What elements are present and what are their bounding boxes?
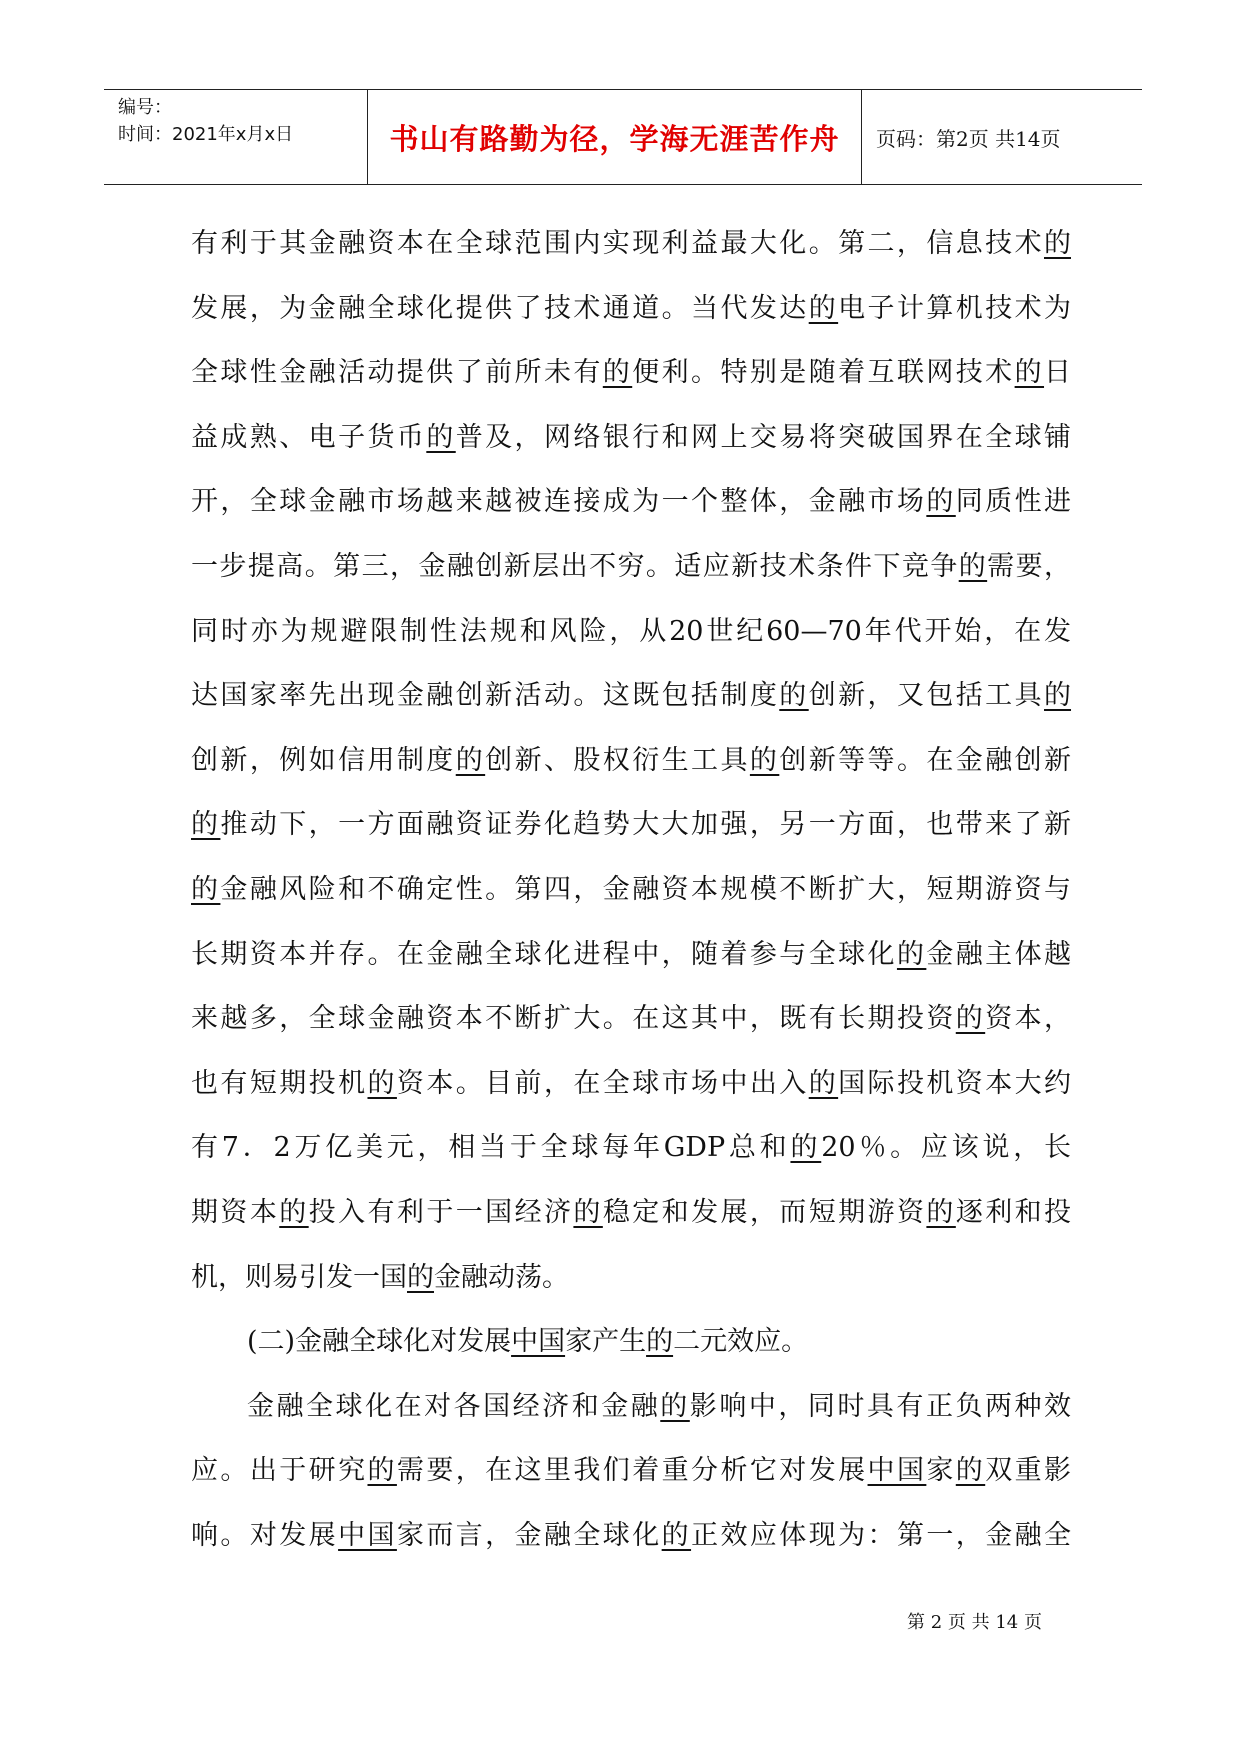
text-run: 影响中，同时具有正负两种效 [689,1390,1072,1422]
text-run: (二)金融全球化对发展 [247,1326,512,1358]
text-line [191,664,1071,729]
underlined-text: 的 [808,292,839,324]
text-line [191,1181,1071,1246]
text-line [191,1439,1071,1504]
text-run: 达国家率先出现金融创新活动。这既包括制度 [191,680,780,712]
text-run: 需要，在这里我们着重分析它对发展 [396,1455,868,1487]
text-run: 机，则易引发一国 [191,1261,407,1293]
text-run: 家产生 [565,1326,647,1358]
text-run: 开，全球金融市场越来越被连接成为一个整体，金融市场 [191,486,927,518]
text-run: 日 [1044,357,1072,389]
text-run: 创新，又包括工具 [808,680,1045,712]
text-run: 推动下，一方面融资证券化趋势大大加强，另一方面，也带来了新 [220,809,1072,841]
motto-text: 书山有路勤为径，学海无涯苦作舟 [389,121,840,156]
text-run: 需要， [987,550,1072,582]
text-run: 创新，例如信用制度 [191,744,456,776]
text-run: 资本。目前，在全球市场中出入 [396,1067,809,1099]
text-line [191,600,1071,665]
text-line [191,1375,1071,1440]
text-run: 来越多，全球金融资本不断扩大。在这其中，既有长期投资 [191,1003,956,1035]
text-run: 期资本 [191,1196,280,1228]
underlined-text: 的 [191,873,221,905]
text-run: 同时亦为规避限制性法规和风险，从20世纪60—70年代开始，在发 [191,615,1071,647]
underlined-text: 中国 [867,1455,927,1487]
text-run: 投入有利于一国经济 [308,1196,574,1228]
text-run: 应。出于研究 [191,1455,368,1487]
underlined-text: 的 [426,421,456,453]
underlined-text: 的 [455,744,486,776]
text-run: 金融风险和不确定性。第四，金融资本规模不断扩大，短期游资与 [220,873,1072,905]
text-line [191,923,1071,988]
text-line [191,406,1071,471]
underlined-text: 的 [790,1132,822,1164]
page-footer [907,1608,1042,1634]
underlined-text: 的 [1014,357,1045,389]
text-run: 双重影 [985,1455,1072,1487]
text-run: 稳定和发展，而短期游资 [602,1196,927,1228]
text-run: 家 [926,1455,956,1487]
header-page-cell [862,90,1142,184]
underlined-text: 的 [1044,228,1071,259]
time-label: 时间：2021年x月x日 [118,124,294,145]
text-run: 创新、股权衍生工具 [485,744,750,776]
underlined-text: 的 [808,1067,839,1099]
text-line [191,535,1071,600]
page-info: 页码：第2页 共14页 [876,126,1061,151]
underlined-text: 的 [955,1003,986,1035]
text-line [191,1052,1071,1117]
paragraph [191,212,1071,1310]
text-run: 有利于其金融资本在全球范围内实现利益最大化。第二，信息技术 [191,228,1044,259]
text-line [191,793,1071,858]
underlined-text: 的 [407,1261,434,1293]
underlined-text: 的 [660,1390,690,1422]
text-run: 全球性金融活动提供了前所未有 [191,357,603,389]
underlined-text: 中国 [338,1519,397,1551]
underlined-text: 的 [779,680,809,712]
text-run: 便利。特别是随着互联网技术 [632,357,1015,389]
page-header [104,89,1142,185]
text-run: 发展，为金融全球化提供了技术通道。当代发达 [191,292,809,324]
text-run: 电子计算机技术为 [838,292,1072,324]
text-run: 普及，网络银行和网上交易将突破国界在全球铺 [455,421,1072,453]
text-run: 国际投机资本大约 [838,1067,1072,1099]
text-line [191,858,1071,923]
text-run: 金融主体越 [926,938,1072,970]
text-run: 响。对发展 [191,1519,339,1551]
underlined-text: 的 [1044,680,1072,712]
underlined-text: 的 [926,1196,956,1228]
underlined-text: 中国 [511,1326,566,1358]
paragraph [191,1375,1071,1569]
underlined-text: 的 [958,550,988,582]
text-run: 也有短期投机 [191,1067,368,1099]
text-line [191,1116,1071,1181]
underlined-text: 的 [749,744,780,776]
text-line [191,1310,1071,1375]
document-body [191,212,1071,1568]
paragraph [191,1310,1071,1375]
underlined-text: 的 [191,809,221,841]
footer-page-number: 第 2 页 共 14 页 [907,1612,1042,1633]
underlined-text: 的 [896,938,927,970]
header-meta-cell [104,90,368,184]
underlined-text: 的 [926,486,956,518]
text-line [191,212,1071,277]
underlined-text: 的 [646,1326,674,1358]
text-run: 益成熟、电子货币 [191,421,427,453]
text-run: 20％。应该说，长 [821,1132,1072,1164]
text-run: 资本， [985,1003,1072,1035]
underlined-text: 的 [279,1196,309,1228]
text-run: 家而言，金融全球化 [396,1519,662,1551]
text-line [191,277,1071,342]
text-line [191,341,1071,406]
text-line [191,729,1071,794]
text-line [191,1246,1071,1311]
text-run: 金融全球化在对各国经济和金融 [247,1390,661,1422]
text-run: 同质性进 [955,486,1072,518]
underlined-text: 的 [602,357,633,389]
text-line [191,987,1071,1052]
underlined-text: 的 [367,1067,397,1099]
header-motto-cell [368,90,862,184]
underlined-text: 的 [661,1519,692,1551]
text-line [191,1504,1071,1569]
number-label: 编号： [118,97,172,118]
text-run: 一步提高。第三，金融创新层出不穷。适应新技术条件下竞争 [191,550,959,582]
text-run: 二元效应。 [673,1326,809,1358]
text-run: 有7．2万亿美元，相当于全球每年GDP总和 [191,1132,791,1164]
underlined-text: 的 [367,1455,397,1487]
text-run: 正效应体现为：第一，金融全 [691,1519,1072,1551]
text-run: 创新等等。在金融创新 [779,744,1072,776]
underlined-text: 的 [955,1455,986,1487]
text-run: 长期资本并存。在金融全球化进程中，随着参与全球化 [191,938,897,970]
text-run: 逐利和投 [955,1196,1072,1228]
underlined-text: 的 [573,1196,603,1228]
text-run: 金融动荡。 [434,1261,569,1293]
text-line [191,470,1071,535]
